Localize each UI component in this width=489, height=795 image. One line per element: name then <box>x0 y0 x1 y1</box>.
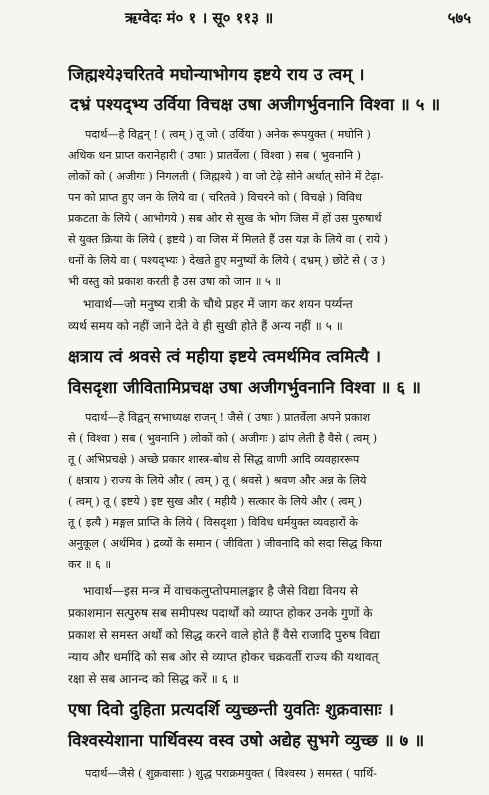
commentary-line: अनुकूल ( अर्थमिव ) द्रव्यों के समान ( जीविता ) जीवनादि को सदा सिद्ध किया <box>68 537 382 550</box>
commentary-line: कर ॥ ६ ॥ <box>68 558 112 571</box>
commentary-line: पदार्थ—हे विद्वन् सभाध्यक्ष राजन् ! जैसे ( उषाः ) प्रातर्वेला अपने प्रकाश <box>85 411 371 424</box>
verse-6-line-1: क्षत्राय त्वं श्रवसे त्वं महीया इष्टये त्वमर्थमिव त्वमित्यै । <box>68 347 382 366</box>
scripture-reference: ऋग्वेदः मं० १ । सू० ११३ ॥ <box>125 9 274 27</box>
commentary-line: ( क्षत्राय ) राज्य के लिये और ( त्वम् ) तू ( श्रवसे ) श्रवण और अन्न के लिये <box>68 474 367 487</box>
commentary-line: पदार्थ—जैसे ( शुक्रवासाः ) शुद्ध पराक्रमयुक्त ( विश्वस्य ) समस्त ( पार्थि- <box>85 767 377 780</box>
verse-6-line-2: विसदृशा जीवितामिप्रचक्ष उषा अजीगर्भुवनानि विश्वा ॥ ६ ॥ <box>68 378 422 397</box>
bhavartha-line: न्याय और धर्मादि को सब ओर से व्याप्त होकर चक्रवर्ती राज्य की यथावत् <box>68 650 379 664</box>
bhavartha-line: प्रकाश से समस्त अर्थों को सिद्ध करने वाले होते हैं वैसे राजादि पुरुष विद्या <box>68 628 380 642</box>
commentary-line: प्रकटता के लिये ( आभोगये ) सब ओर से सुख के भोग जिस में हों उस पुरुषार्थ <box>68 212 382 225</box>
commentary-line: धनों के लिये वा ( पश्यद्भ्यः ) देखते हुए मनुष्यों के लिये ( दभ्रम् ) छोटे से ( उ ) <box>68 254 386 267</box>
bhavartha-line: रक्षा से सब आनन्द को सिद्ध करें ॥ ६ ॥ <box>68 672 239 686</box>
verse-7-line-2: विश्वस्येशाना पार्थिवस्य वस्व उषो अद्येह सुभगे व्युच्छ ॥ ७ ॥ <box>68 731 425 750</box>
bhavartha-line: प्रकाशमान सत्पुरुष सब समीपस्थ पदार्थों को व्याप्त होकर उनके गुणों के <box>68 606 373 620</box>
commentary-line: से ( विश्वा ) सब ( भुवनानि ) लोकों को ( अजीगः ) ढांप लेती है वैसे ( त्वम् ) <box>68 432 378 445</box>
commentary-line: तू ( इत्यै ) मङ्गल प्राप्ति के लिये ( विसदृशा ) विविध धर्मयुक्त व्यवहारों के <box>68 516 358 529</box>
page-header <box>0 8 489 30</box>
commentary-line: अधिक धन प्राप्त करानेहारी ( उषाः ) प्रातर्वेला ( विश्वा ) सब ( भुवनानि ) <box>68 149 361 162</box>
verse-5-line-1: जिह्मश्ये३चरितवे मघोन्याभोगय इष्टये राय उ त्वम् । <box>68 65 365 84</box>
commentary-line: ( त्वम् ) तू ( इष्टये ) इष्ट सुख और ( महीयै ) सत्कार के लिये और ( त्वम् ) <box>68 495 363 508</box>
commentary-line: से युक्त क्रिया के लिये ( इष्टये ) वा जिस में मिलते हैं उस यज्ञ के लिये वा ( राये ) <box>68 233 389 246</box>
commentary-line: लोकों को ( अजीगः ) निगलती ( जिह्मश्ये ) वा जो टेढ़े सोने अर्थात् सोने में टेढ़ा- <box>68 170 384 183</box>
verse-5-line-2: दभ्रं पश्यद्भ्य उर्विया विचक्ष उषा अजीगर्भुवनानि विश्वा ॥ ५ ॥ <box>70 95 441 114</box>
commentary-line: तू ( अभिप्रचक्षे ) अच्छे प्रकार शास्त्र-बोध से सिद्ध वाणी आदि व्यवहाररूप <box>68 453 360 466</box>
bhavartha-line: व्यर्थ समय को नहीं जाने देते वे ही सुखी होते हैं अन्य नहीं ॥ ५ ॥ <box>68 319 343 333</box>
commentary-line: पदार्थ—हे विद्वन् ! ( त्वम् ) तू जो ( उर्विया ) अनेक रूपयुक्त ( मघोनि ) <box>85 128 371 141</box>
bhavartha-line: भावार्थ—इस मन्त्र में वाचकलुप्तोपमालङ्कार है जैसे विद्या विनय से <box>83 584 358 598</box>
page-number: ५७५ <box>447 9 471 27</box>
bhavartha-line: भावार्थ—जो मनुष्य रात्री के चौथे प्रहर में जाग कर शयन पर्य्यन्त <box>83 297 353 311</box>
commentary-line: पन को प्राप्त हुए जन के लिये वा ( चरितवे ) विचरने को ( विचक्षे ) विविध <box>68 191 362 204</box>
verse-7-line-1: एषा दिवो दुहिता प्रत्यदर्शि व्युच्छन्ती युवतिः शुक्रवासाः । <box>68 700 394 719</box>
commentary-line: भी वस्तु को प्रकाश करती है उस उषा को जान ॥ ५ ॥ <box>68 275 282 288</box>
